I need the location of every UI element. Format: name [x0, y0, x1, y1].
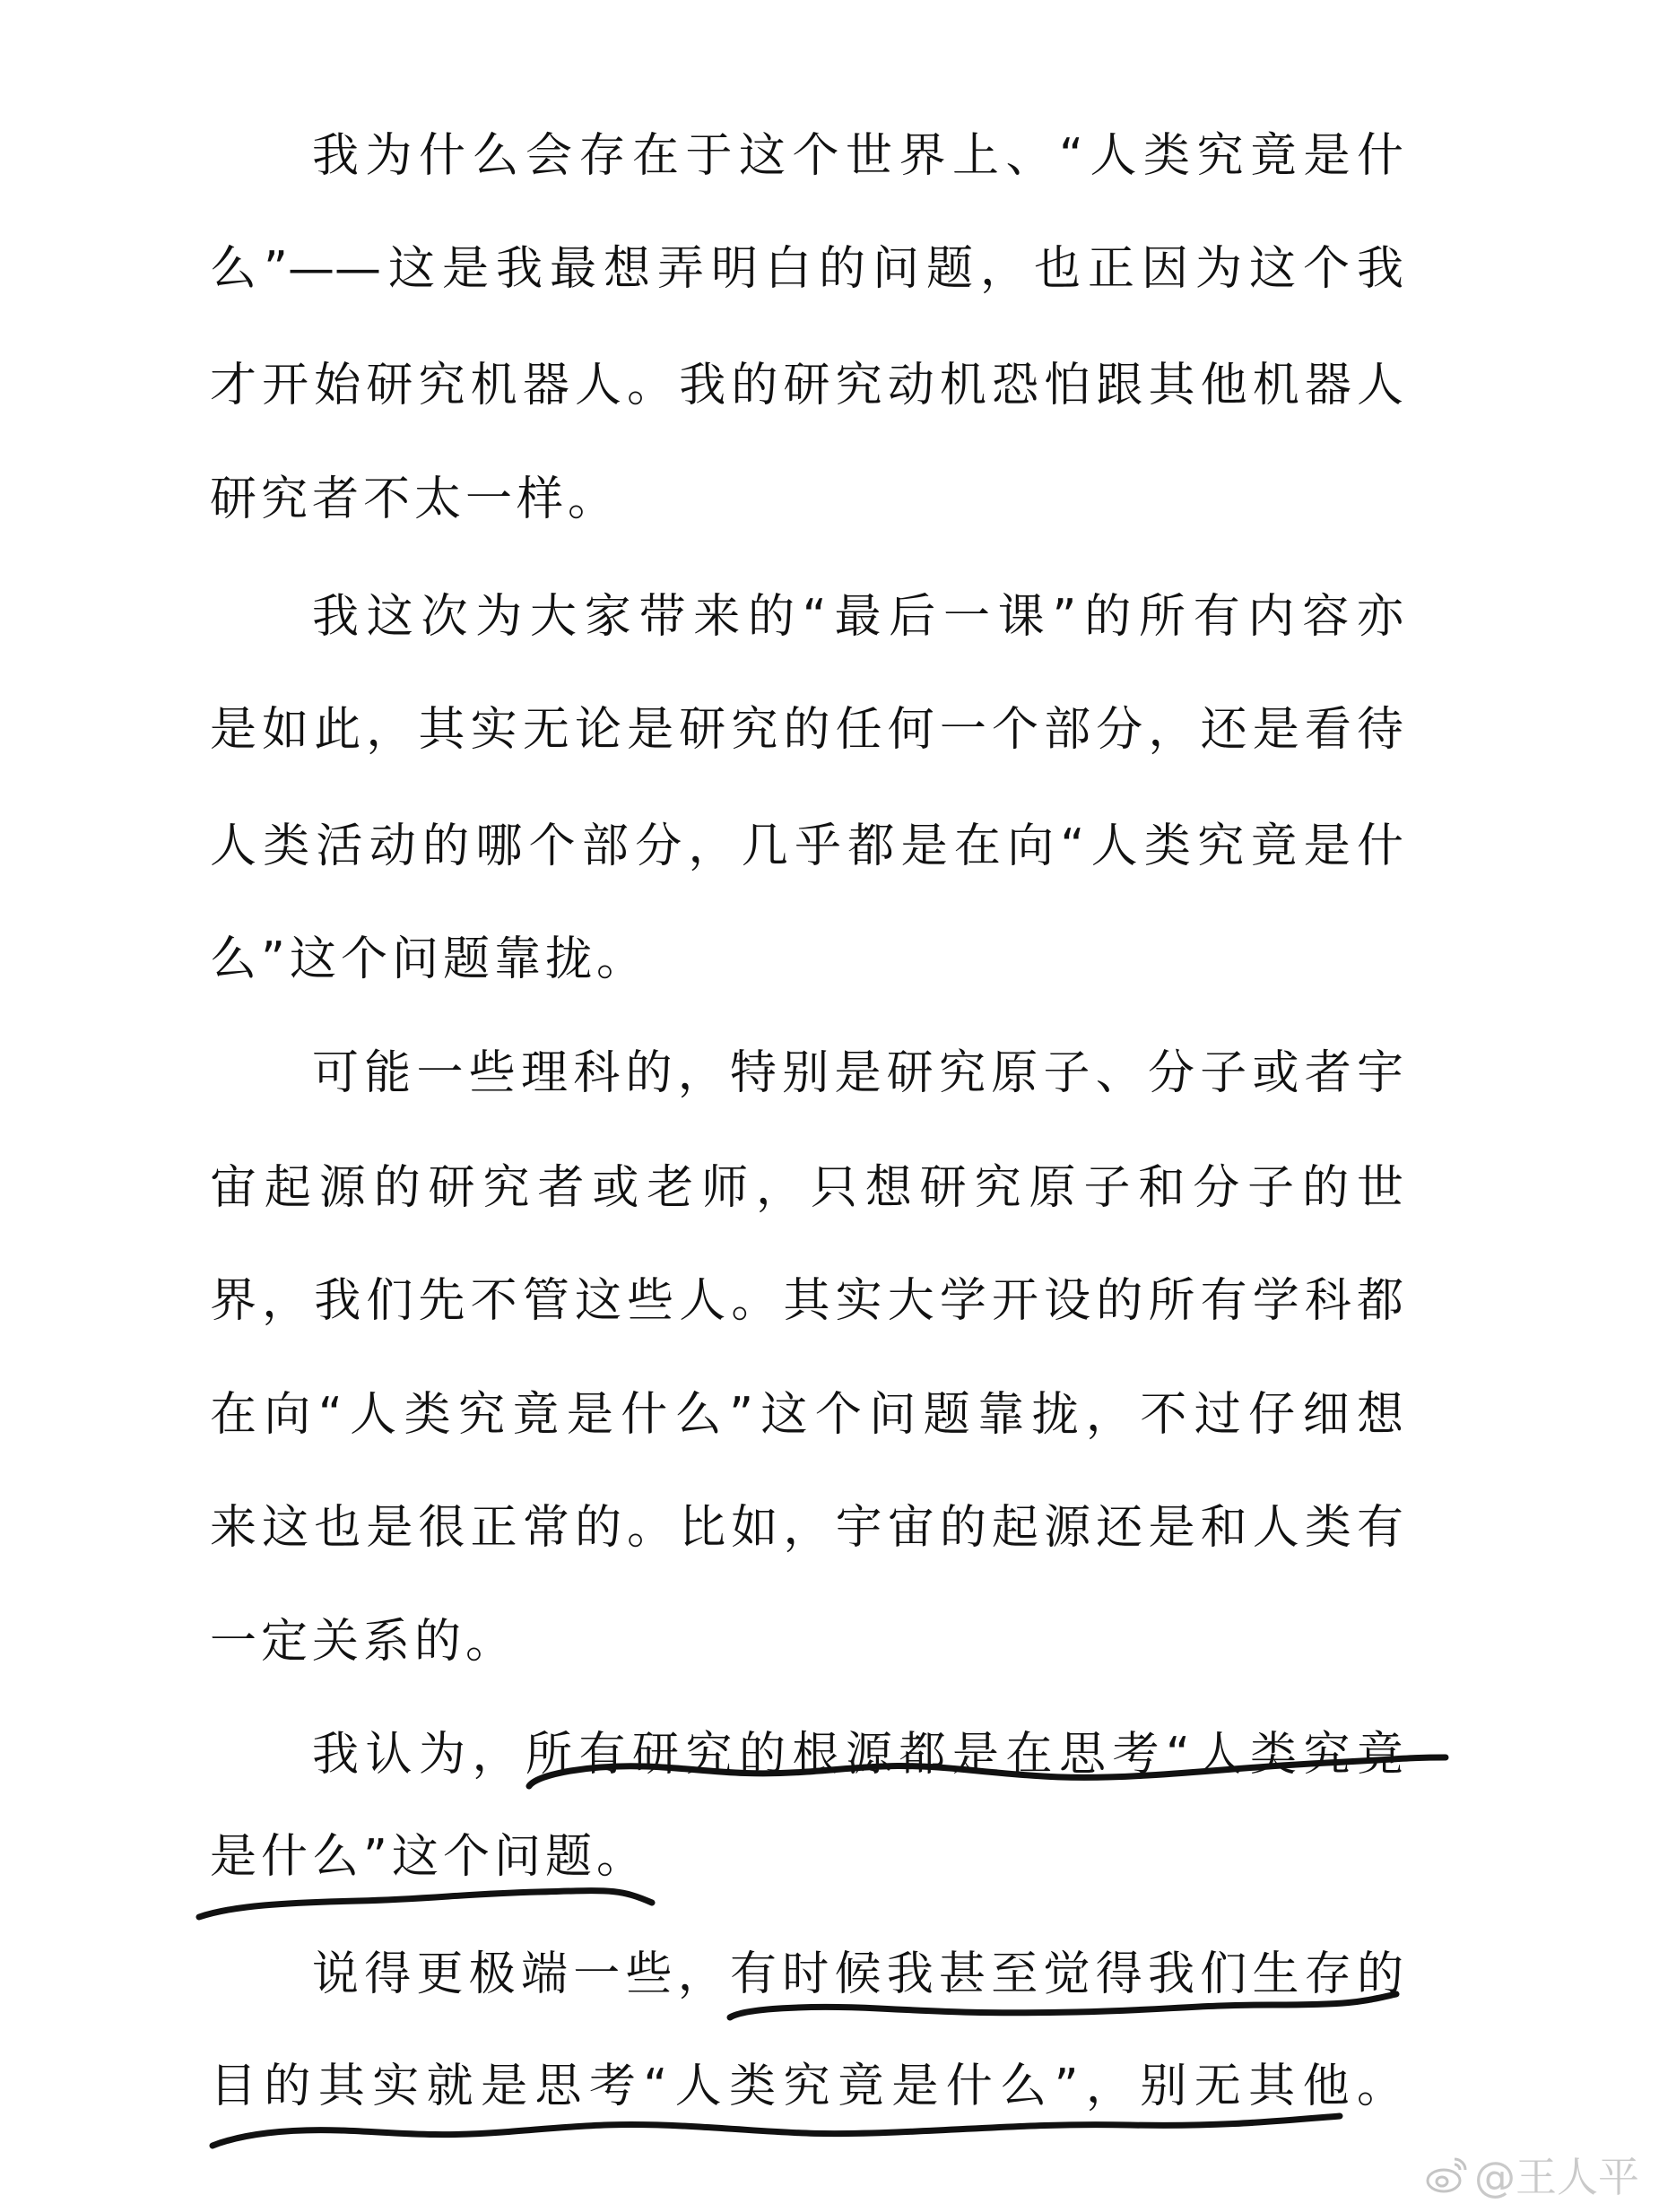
text-line: 我这次为大家带来的“最后一课”的所有内容亦	[312, 590, 1403, 644]
text-line: 说得更极端一些，有时候我甚至觉得我们生存的	[312, 1947, 1403, 2001]
text-line: 研究者不太一样。	[210, 473, 620, 526]
text-line: 我认为，所有研究的根源都是在思考“人类究竟	[312, 1728, 1403, 1782]
text-line: 么”这个问题靠拢。	[210, 933, 647, 986]
underline-mark	[213, 2116, 1340, 2146]
underline-mark	[199, 1891, 652, 1917]
watermark-text: @王人平	[1474, 2153, 1639, 2201]
text-line: 界，我们先不管这些人。其实大学开设的所有学科都	[210, 1274, 1403, 1328]
text-line: 目的其实就是思考“人类究竟是什么”，别无其他。	[210, 2060, 1403, 2113]
text-line: 才开始研究机器人。我的研究动机恐怕跟其他机器人	[210, 359, 1403, 412]
text-line: 一定关系的。	[210, 1615, 517, 1669]
text-line: 是如此，其实无论是研究的任何一个部分，还是看待	[210, 703, 1403, 757]
text-line: 人类活动的哪个部分，几乎都是在向“人类究竟是什	[210, 820, 1403, 873]
underline-mark	[529, 1757, 1446, 1786]
underline-mark	[730, 1994, 1396, 2017]
text-line: 在向“人类究竟是什么”这个问题靠拢，不过仔细想	[210, 1388, 1403, 1442]
text-line: 么”——这是我最想弄明白的问题，也正因为这个我	[210, 242, 1403, 296]
text-line: 宙起源的研究者或老师，只想研究原子和分子的世	[210, 1161, 1403, 1215]
weibo-logo-icon	[1424, 2154, 1469, 2195]
watermark	[1424, 2145, 1639, 2204]
text-line: 可能一些理科的，特别是研究原子、分子或者宇	[312, 1046, 1403, 1100]
text-line: 来这也是很正常的。比如，宇宙的起源还是和人类有	[210, 1501, 1403, 1555]
text-line: 是什么”这个问题。	[210, 1830, 647, 1884]
text-line: 我为什么会存在于这个世界上、“人类究竟是什	[312, 129, 1403, 183]
